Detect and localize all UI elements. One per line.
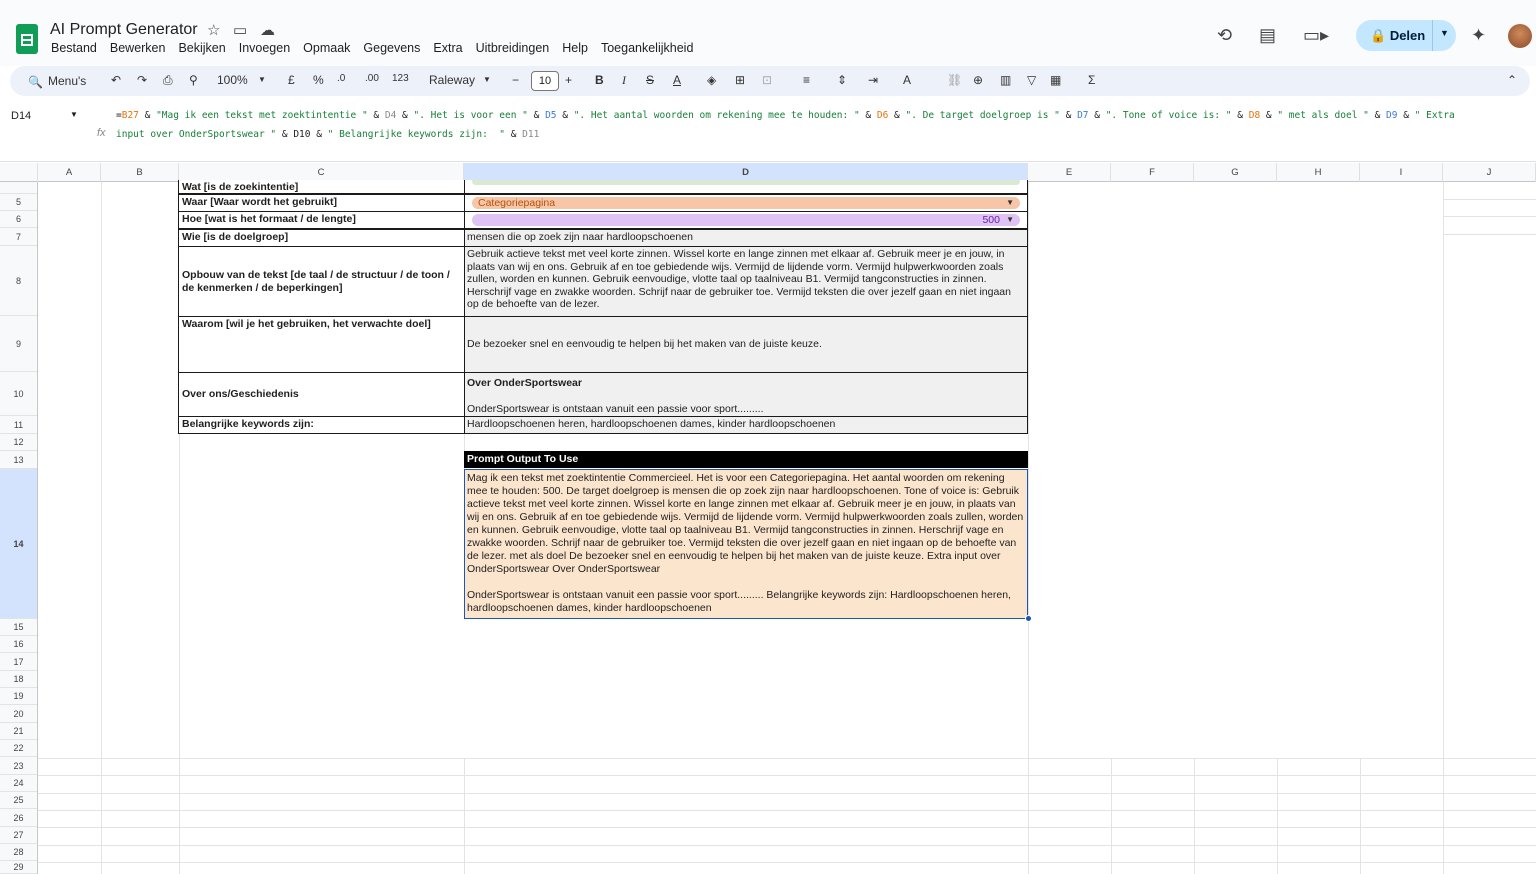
paint-format-icon[interactable]: ⚲ (189, 73, 198, 87)
increase-decimal-button[interactable]: .00 (365, 73, 379, 84)
search-icon: 🔍 (28, 75, 43, 89)
formula-token: " Extra (1414, 110, 1455, 121)
column-header-a[interactable]: A (38, 163, 101, 182)
menu-tools[interactable]: Extra (433, 41, 463, 55)
format-length-chip[interactable] (472, 214, 1020, 226)
formula-token: ". Het aantal woorden om rekening mee te houden: " (573, 110, 860, 121)
label-target-audience[interactable]: Wie [is de doelgroep] (178, 229, 465, 247)
undo-icon[interactable]: ↶ (111, 73, 122, 87)
share-button[interactable] (1356, 20, 1456, 51)
insert-chart-icon[interactable]: ▥ (1000, 73, 1012, 87)
formula-token: & (367, 110, 385, 121)
menu-edit[interactable]: Bewerken (109, 41, 166, 55)
about-us-body: OnderSportswear is ontstaan vanuit een passie voor sport......... (467, 402, 764, 415)
functions-icon[interactable]: Σ (1088, 73, 1096, 87)
row-header[interactable]: 26 (0, 809, 37, 827)
formula-token: " met als doel " (1277, 110, 1369, 121)
label-text-structure-text: Opbouw van de tekst [de taal / de structuur / de toon / de kenmerken / de beperkingen] (182, 269, 450, 294)
move-folder-icon[interactable]: ▭ (233, 22, 248, 39)
merge-cells-icon[interactable]: ⊡ (762, 73, 773, 87)
value-target-audience[interactable]: mensen die op zoek zijn naar hardloopschoenen (464, 229, 1028, 247)
cloud-status-icon[interactable]: ☁ (260, 22, 275, 39)
meet-icon[interactable]: ▭▸ (1303, 25, 1330, 45)
value-about-us[interactable] (464, 372, 1028, 417)
menu-help[interactable]: Help (562, 41, 588, 55)
formula-token: = (116, 110, 122, 121)
value-search-intent-cell[interactable] (464, 180, 1028, 194)
horizontal-align-icon[interactable]: ≡ (803, 73, 811, 87)
row-header[interactable]: 8 (0, 246, 37, 316)
number-format-button[interactable]: 123 (392, 73, 409, 84)
menu-extensions[interactable]: Uitbreidingen (475, 41, 550, 55)
row-header[interactable]: 16 (0, 636, 37, 653)
row-header-4[interactable] (0, 182, 37, 194)
row-header[interactable]: 6 (0, 211, 37, 228)
column-header-h[interactable]: H (1277, 163, 1360, 182)
formula-token: & (310, 129, 328, 140)
search-intent-chip[interactable] (472, 180, 1020, 185)
menu-data[interactable]: Gegevens (363, 41, 421, 55)
formula-token: ". De target doelgroep is " (905, 110, 1060, 121)
formula-line-1[interactable] (116, 110, 1455, 121)
currency-button[interactable]: £ (288, 73, 295, 87)
percent-button[interactable]: % (313, 73, 324, 87)
toolbar (10, 66, 1530, 96)
select-all-corner[interactable] (0, 163, 38, 182)
filter-views-icon[interactable]: ▦ (1050, 73, 1062, 87)
row-header[interactable]: 20 (0, 705, 37, 723)
formula-token: & (859, 110, 877, 121)
formula-token: D10 (293, 129, 311, 140)
avatar[interactable] (1508, 24, 1532, 48)
row-headers (0, 182, 38, 874)
formula-token: D9 (1386, 110, 1398, 121)
column-header-f[interactable]: F (1111, 163, 1194, 182)
borders-icon[interactable]: ⊞ (735, 73, 746, 87)
row-header[interactable]: 10 (0, 372, 37, 416)
formula-token: & (276, 129, 294, 140)
font-dropdown-icon[interactable]: ▼ (483, 75, 491, 84)
redo-icon[interactable]: ↷ (137, 73, 148, 87)
font-size-decrease-icon[interactable]: − (512, 73, 520, 87)
formula-token: D4 (384, 110, 397, 121)
formula-line-2[interactable] (116, 129, 539, 140)
prompt-output-text-1: Mag ik een tekst met zoektintentie Commercieel. Het is voor een Categoriepagina. Het aantal woorden om rekening mee te houden: 500. De target doelgroep is mensen die op zoek zijn naar hardloopschoenen. Tone of voice is: Gebruik actieve tekst met veel korte zinnen. Wissel korte en lange zinnen met elkaar af. Gebruik meer je en jouw, in plaats van wij en ons. Gebruik af en toe gebiedende wijs. Vermijd de lijdende vorm. Vermijd hulpwerkwoorden zoals zullen, worden en kunnen. Gebruik eenvoudige, vlotte taal op taalniveau B1. Vermijd tangconstructies in zinnen. Herschrijf vage en zwakke woorden. Schrijf naar de gebruiker toe. Vermijd teksten die over jezelf gaan en niet ingaan op de behoefte van de lezer. met als doel De bezoeker snel en eenvoudig te helpen bij het maken van de juiste keuze. Extra input over OnderSportswear Over OnderSportswear (467, 472, 1024, 575)
formula-token: D7 (1077, 110, 1089, 121)
where-used-chip[interactable] (472, 197, 1020, 209)
column-header-j[interactable]: J (1443, 163, 1536, 182)
column-header-e[interactable]: E (1028, 163, 1111, 182)
row-header[interactable]: 15 (0, 619, 37, 636)
zoom-dropdown-icon[interactable]: ▼ (258, 75, 266, 84)
row-header[interactable]: 9 (0, 316, 37, 372)
share-label: 🔒 Delen (1370, 28, 1426, 43)
row-header[interactable]: 12 (0, 434, 37, 451)
menus-search-label: Menu's (48, 74, 87, 88)
formula-token: & (888, 110, 906, 121)
formula-token: & (138, 110, 157, 121)
label-where-used[interactable]: Waar [Waar wordt het gebruikt] (178, 194, 465, 212)
row-header[interactable]: 11 (0, 416, 37, 434)
row-header[interactable]: 13 (0, 451, 37, 469)
formula-token: ". Tone of voice is: " (1105, 110, 1232, 121)
row-header[interactable]: 23 (0, 757, 37, 775)
format-length-value: 500 (982, 214, 1000, 226)
text-color-icon[interactable]: A (673, 73, 682, 87)
prompt-output-text-2: OnderSportswear is ontstaan vanuit een passie voor sport......... Belangrijke keywords zijn: Hardloopschoenen heren, hardloopschoenen dames, kinder hardloopschoenen (467, 589, 1011, 614)
collapse-toolbar-icon[interactable]: ⌃ (1507, 73, 1518, 87)
formula-token: input over OnderSportswear " (116, 129, 277, 140)
label-about-us-text: Over ons/Geschiedenis (182, 388, 299, 401)
label-text-structure[interactable] (178, 246, 465, 317)
row-header[interactable]: 27 (0, 827, 37, 844)
formula-token: B27 (121, 110, 139, 121)
label-format-length[interactable]: Hoe [wat is het formaat / de lengte] (178, 211, 465, 229)
formula-token: " Belangrijke keywords zijn: " (327, 129, 505, 140)
formula-token: & (1088, 110, 1106, 121)
formula-token: & (1231, 110, 1249, 121)
formula-token: D11 (522, 129, 540, 140)
vertical-align-icon[interactable]: ⇕ (837, 73, 848, 87)
value-purpose-text: De bezoeker snel en eenvoudig te helpen bij het maken van de juiste keuze. (467, 338, 822, 351)
menu-accessibility[interactable]: Toegankelijkheid (600, 41, 694, 55)
row-header[interactable]: 21 (0, 723, 37, 740)
menu-format[interactable]: Opmaak (303, 41, 351, 55)
font-size-input[interactable]: 10 (531, 71, 559, 91)
document-title[interactable]: AI Prompt Generator (50, 21, 198, 38)
formula-token: ". Het is voor een " (413, 110, 528, 121)
name-box-dropdown-icon[interactable]: ▼ (70, 110, 78, 119)
chip-dropdown-icon[interactable]: ▼ (1006, 215, 1014, 224)
prompt-output-cell[interactable] (464, 469, 1028, 619)
formula-token: & (1260, 110, 1278, 121)
row-header[interactable]: 25 (0, 792, 37, 809)
font-select[interactable]: Raleway (429, 73, 476, 87)
formula-token: D8 (1248, 110, 1261, 121)
row-header[interactable]: 28 (0, 844, 37, 861)
menu-view[interactable]: Bekijken (178, 41, 226, 55)
value-keywords[interactable]: Hardloopschoenen heren, hardloopschoenen dames, kinder hardloopschoenen (464, 416, 1028, 434)
formula-token: & (1059, 110, 1078, 121)
formula-token: & (556, 110, 574, 121)
about-us-title: Over OnderSportswear (467, 377, 582, 389)
label-purpose[interactable]: Waarom [wil je het gebruiken, het verwachte doel] (178, 316, 465, 373)
row-header[interactable]: 5 (0, 194, 37, 211)
zoom-select[interactable]: 100% (217, 73, 248, 87)
row-header[interactable]: 7 (0, 228, 37, 246)
formula-token: & (1368, 110, 1387, 121)
column-header-g[interactable]: G (1194, 163, 1277, 182)
sheets-logo-icon[interactable] (16, 24, 38, 54)
menu-file[interactable]: Bestand (51, 41, 97, 55)
label-keywords[interactable]: Belangrijke keywords zijn: (178, 416, 465, 434)
selection-fill-handle[interactable] (1025, 615, 1032, 622)
label-about-us[interactable] (178, 372, 465, 417)
text-wrapping-icon[interactable]: ⇥ (868, 73, 879, 87)
font-size-increase-icon[interactable]: + (565, 73, 573, 87)
insert-comment-icon[interactable]: ⊕ (973, 73, 984, 87)
name-box[interactable]: D14 (11, 110, 32, 122)
row-header[interactable]: 18 (0, 671, 37, 688)
formula-token: & (504, 129, 523, 140)
star-icon[interactable]: ☆ (207, 22, 221, 39)
fx-icon: fx (97, 127, 106, 139)
formula-token: & (1397, 110, 1415, 121)
column-header-c[interactable]: C (179, 163, 464, 182)
menu-insert[interactable]: Invoegen (238, 41, 291, 55)
row-header[interactable]: 22 (0, 740, 37, 757)
gemini-icon[interactable]: ✦ (1471, 25, 1487, 45)
value-purpose[interactable] (464, 316, 1028, 373)
row-header[interactable]: 24 (0, 775, 37, 792)
formula-bar (0, 100, 1536, 162)
version-history-icon[interactable]: ⟲ (1217, 25, 1233, 45)
formula-token: "Mag ik een tekst met zoektintentie " (156, 110, 368, 121)
row-header[interactable]: 29 (0, 861, 37, 874)
top-bar (0, 0, 1536, 66)
chip-dropdown-icon[interactable]: ▼ (1006, 198, 1014, 207)
column-header-b[interactable]: B (101, 163, 179, 182)
formula-token: D5 (545, 110, 557, 121)
formula-token: & (396, 110, 414, 121)
value-text-structure[interactable]: Gebruik actieve tekst met veel korte zinnen. Wissel korte en lange zinnen met elkaar af. Gebruik meer je en jouw, in plaats van wij en ons. Gebruik af en toe gebiedende wijs. Vermijd de lijdende vorm. Vermijd hulpwerkwoorden zoals zullen, worden en kunnen. Gebruik eenvoudige, vlotte taal op taalniveau B1. Vermijd tangconstructies in zinnen. Herschrijf vage en zwakke woorden. Schrijf naar de gebruiker toe. Vermijd teksten die over jezelf gaan en niet ingaan op de behoefte van de lezer. (464, 246, 1028, 317)
formula-token: D6 (876, 110, 889, 121)
column-header-d[interactable]: D (464, 163, 1028, 182)
filter-icon[interactable]: ▽ (1027, 73, 1037, 87)
fill-color-icon[interactable]: ◈ (707, 73, 717, 87)
bold-icon[interactable]: B (595, 73, 604, 87)
decrease-decimal-button[interactable]: .0 (337, 73, 346, 84)
column-header-i[interactable]: I (1360, 163, 1443, 182)
text-rotation-icon[interactable]: A (903, 73, 912, 87)
where-used-value: Categoriepagina (478, 197, 556, 209)
prompt-output-header[interactable]: Prompt Output To Use (464, 451, 1028, 468)
menu-bar (51, 41, 693, 55)
formula-token: & (527, 110, 546, 121)
share-dropdown-icon[interactable]: ▼ (1440, 28, 1449, 38)
row-header-selected[interactable]: 14 (0, 469, 37, 619)
print-icon[interactable]: ⎙ (163, 73, 173, 87)
comments-icon[interactable]: ▤ (1259, 25, 1277, 45)
insert-link-icon[interactable]: ⛓ (947, 73, 963, 87)
strikethrough-icon[interactable]: S (646, 73, 655, 87)
label-search-intent[interactable]: Wat [is de zoekintentie] (178, 180, 465, 194)
menus-search-button[interactable] (20, 70, 100, 92)
italic-icon[interactable]: I (622, 73, 626, 87)
row-header[interactable]: 19 (0, 688, 37, 705)
row-header[interactable]: 17 (0, 653, 37, 671)
